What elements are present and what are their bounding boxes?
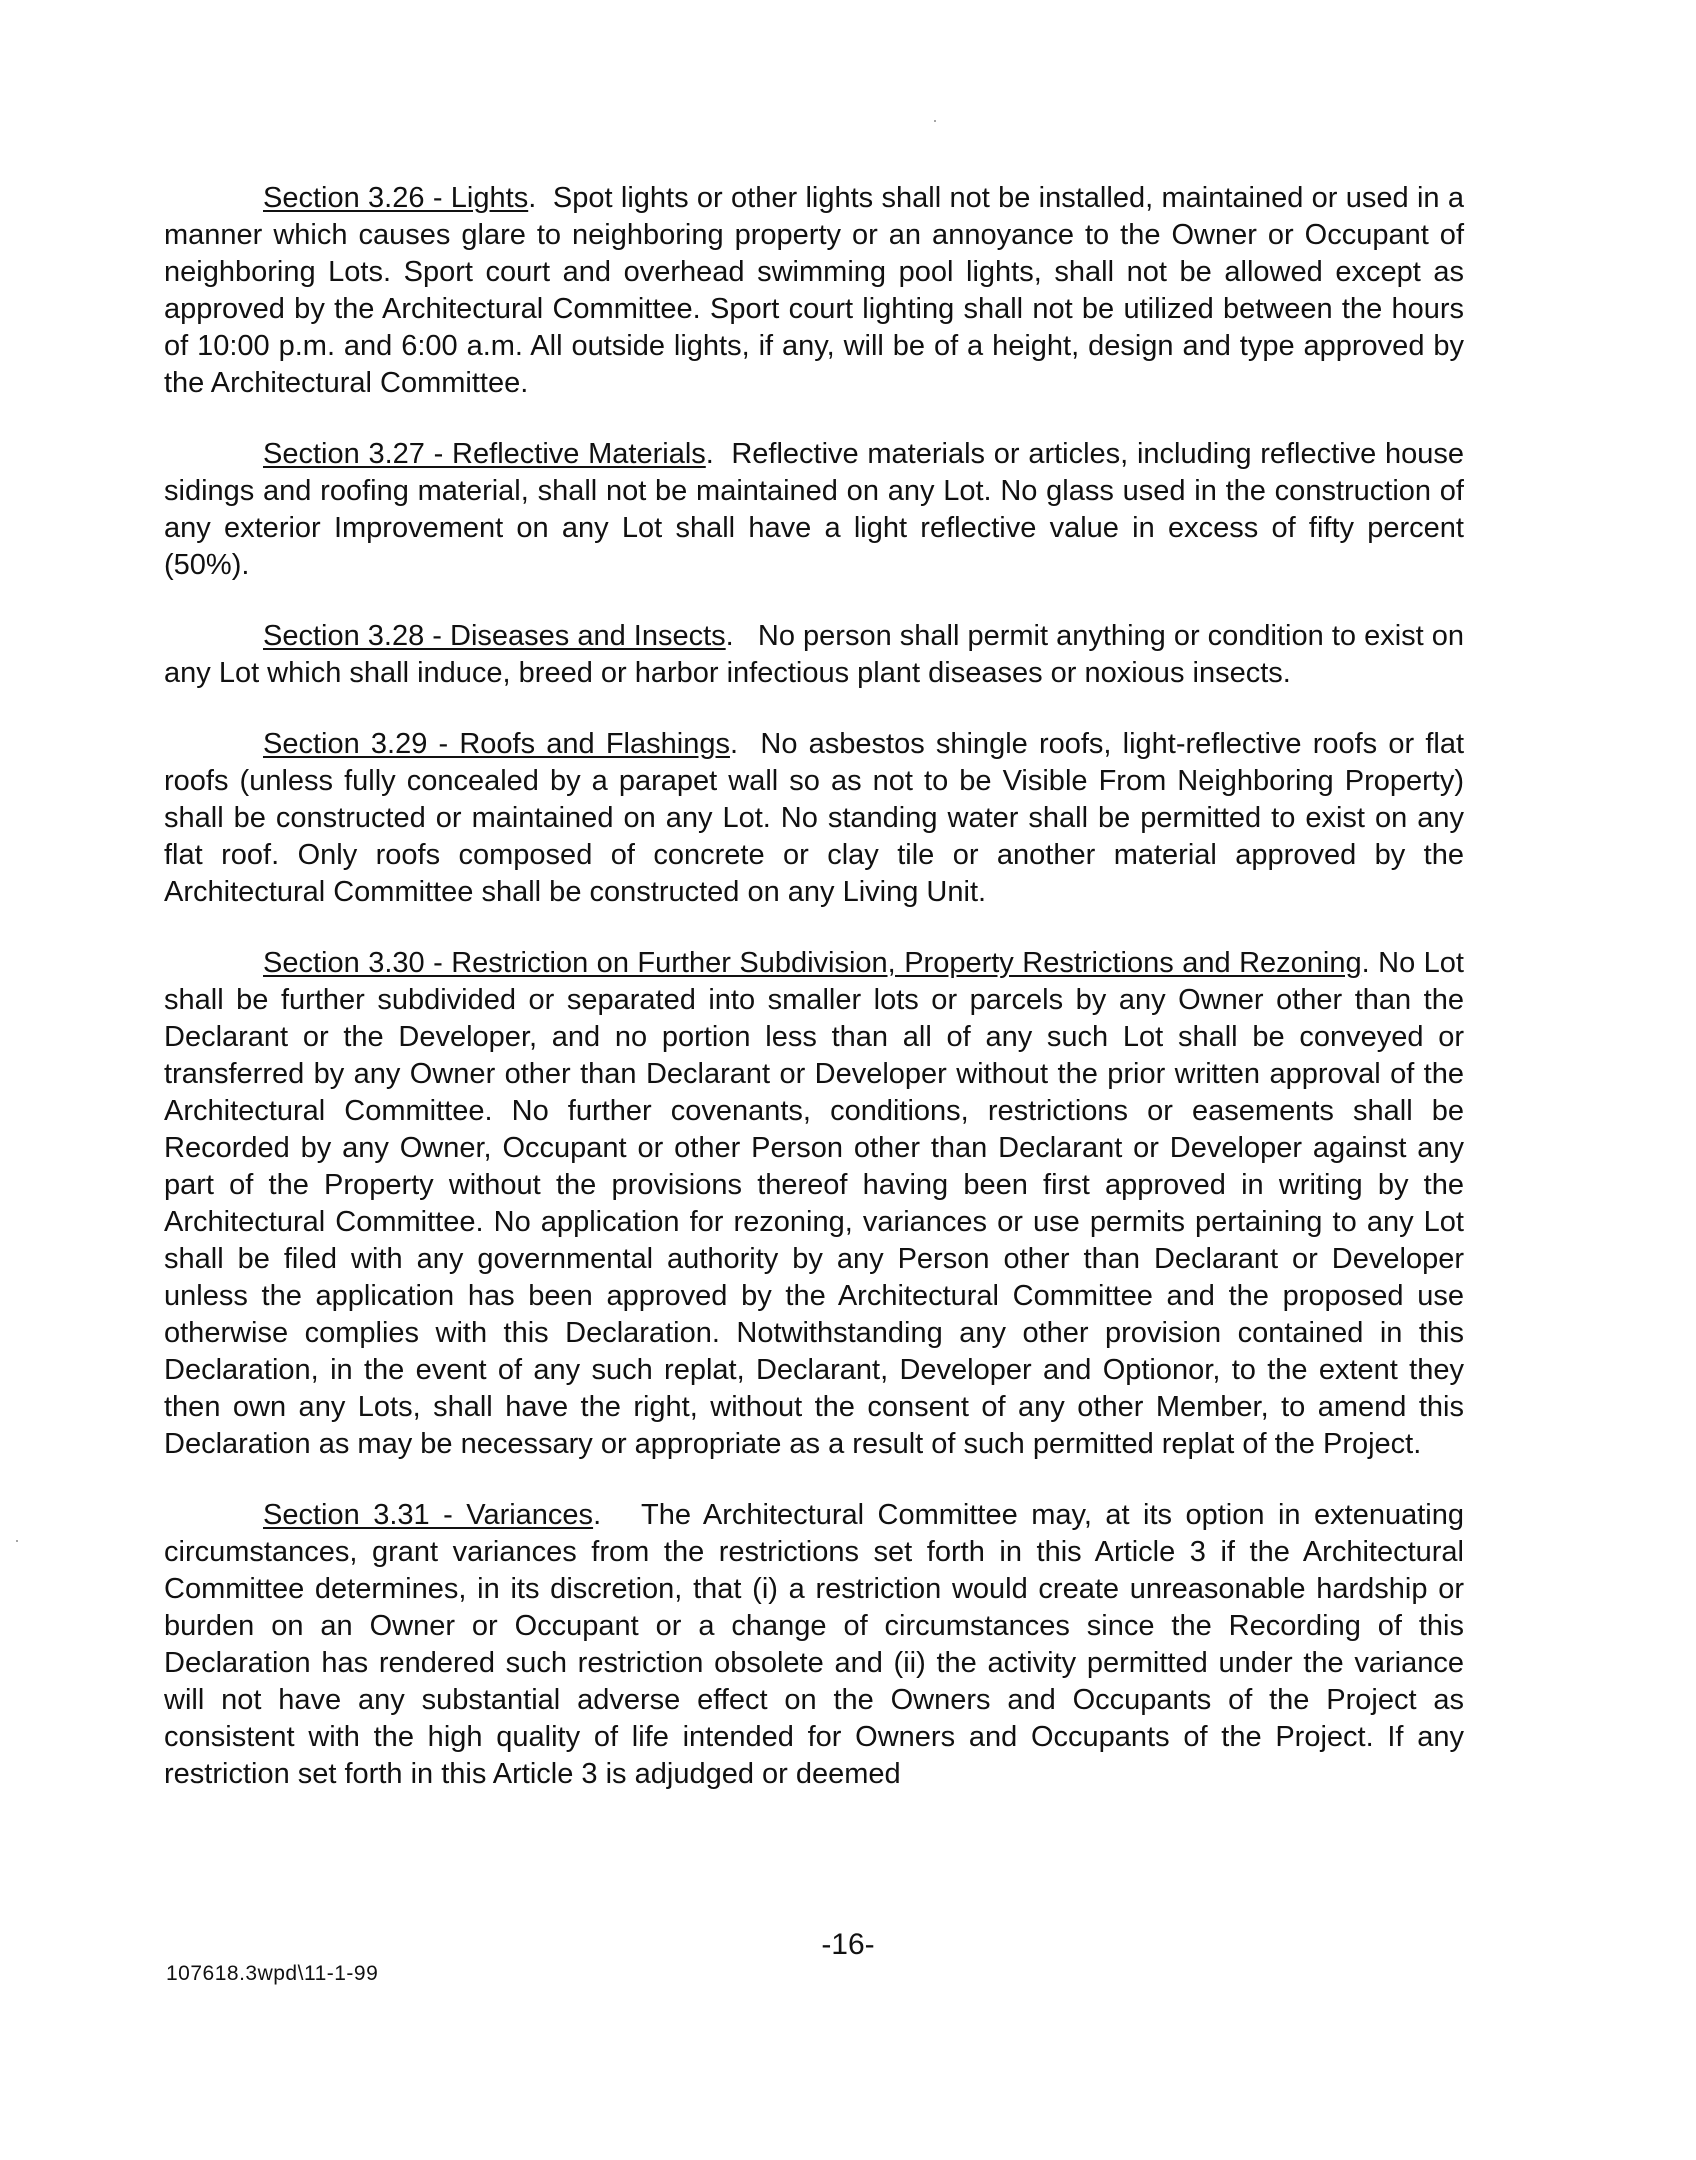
section-text: No Lot shall be further subdivided or separated into smaller lots or parcels by any Owner other than the Declarant or the Developer, and no portion less than all of any such Lot shall be conveyed or transferred by any Owner other than Declarant or Developer without the prior written approval of the Architectural Committee. No further covenants, conditions, restrictions or easements shall be Recorded by any Owner, Occupant or other Person other than Declarant or Developer against any part of the Property without the provisions thereof having been first approved in writing by the Architectural Committee. No application for rezoning, variances or use permits pertaining to any Lot shall be filed with any governmental authority by any Person other than Declarant or Developer unless the application has been approved by the Architectural Committee and the proposed use otherwise complies with this Declaration. Notwithstanding any other provision contained in this Declaration, in the event of any such replat, Declarant, Developer and Optionor, to the extent they then own any Lots, shall have the right, without the consent of any other Member, to amend this Declaration as may be necessary or appropriate as a result of such permitted replat of the Project. bbox=[164, 947, 1464, 1460]
section-heading: Section 3.27 - Reflective Materials bbox=[263, 438, 706, 470]
document-reference: 107618.3wpd\11-1-99 bbox=[166, 1962, 379, 1985]
section-text: Spot lights or other lights shall not be installed, maintained or used in a manner which causes glare to neighboring property or an annoyance to the Owner or Occupant of neighboring Lots. Sport court and overhead swimming pool lights, shall not be allowed except as approved by the Architectural Committee. Sport court lighting shall not be utilized between the hours of 10:00 p.m. and 6:00 a.m. All outside lights, if any, will be of a height, design and type approved by the Architectural Committee. bbox=[164, 182, 1465, 399]
section-text: The Architectural Committee may, at its option in extenuating circumstances, grant variances from the restrictions set forth in this Article 3 if the Architectural Committee determines, in its discretion, that (i) a restriction would create unreasonable hardship or burden on an Owner or Occupant or a change of circumstances since the Recording of this Declaration has rendered such restriction obsolete and (ii) the activity permitted under the variance will not have any substantial adverse effect on the Owners and Occupants of the Project as consistent with the high quality of life intended for Owners and Occupants of the Project. If any restriction set forth in this Article 3 is adjudged or deemed bbox=[164, 1499, 1464, 1790]
section-text: No asbestos shingle roofs, light-reflective roofs or flat roofs (unless fully concealed by a parapet wall so as not to be Visible From Neighboring Property) shall be constructed or maintained on any Lot. No standing water shall be permitted to exist on any flat roof. Only roofs composed of concrete or clay tile or another material approved by the Architectural Committee shall be constructed on any Living Unit. bbox=[164, 728, 1465, 908]
section-3-26: Section 3.26 - Lights. Spot lights or other lights shall not be installed, maintained or used in a manner which causes glare to neighboring property or an annoyance to the Owner or Occupant of neighboring Lots. Sport court and overhead swimming pool lights, shall not be allowed except as approved by the Architectural Committee. Sport court lighting shall not be utilized between the hours of 10:00 p.m. and 6:00 a.m. All outside lights, if any, will be of a height, design and type approved by the Architectural Committee. bbox=[164, 182, 1465, 399]
section-text: No person shall permit anything or condition to exist on any Lot which shall induce, breed or harbor infectious plant diseases or noxious insects. bbox=[164, 620, 1465, 689]
page-number: -16- bbox=[821, 1928, 875, 1961]
section-heading: Section 3.28 - Diseases and Insects bbox=[263, 620, 726, 652]
section-3-28: Section 3.28 - Diseases and Insects. No person shall permit anything or condition to exist on any Lot which shall induce, breed or harbor infectious plant diseases or noxious insects. bbox=[164, 620, 1465, 689]
section-3-29: Section 3.29 - Roofs and Flashings. No asbestos shingle roofs, light-reflective roofs or flat roofs (unless fully concealed by a parapet wall so as not to be Visible From Neighboring Property) shall be constructed or maintained on any Lot. No standing water shall be permitted to exist on any flat roof. Only roofs composed of concrete or clay tile or another material approved by the Architectural Committee shall be constructed on any Living Unit. bbox=[164, 728, 1465, 908]
scan-speck bbox=[934, 120, 936, 122]
section-heading: Section 3.30 - Restriction on Further Subdivision, Property Restrictions and Rezoning bbox=[263, 947, 1362, 979]
section-heading: Section 3.31 - Variances bbox=[263, 1499, 594, 1531]
section-heading: Section 3.26 - Lights bbox=[263, 182, 529, 214]
scan-speck bbox=[16, 1540, 18, 1542]
section-3-30: Section 3.30 - Restriction on Further Subdivision, Property Restrictions and Rezoning. No Lot shall be further subdivided or separated into smaller lots or parcels by any Owner other than the Declarant or the Developer, and no portion less than all of any such Lot shall be conveyed or transferred by any Owner other than Declarant or Developer without the prior written approval of the Architectural Committee. No further covenants, conditions, restrictions or easements shall be Recorded by any Owner, Occupant or other Person other than Declarant or Developer against any part of the Property without the provisions thereof having been first approved in writing by the Architectural Committee. No application for rezoning, variances or use permits pertaining to any Lot shall be filed with any governmental authority by any Person other than Declarant or Developer unless the application has been approved by the Architectural Committee and the proposed use otherwise complies with this Declaration. Notwithstanding any other provision contained in this Declaration, in the event of any such replat, Declarant, Developer and Optionor, to the extent they then own any Lots, shall have the right, without the consent of any other Member, to amend this Declaration as may be necessary or appropriate as a result of such permitted replat of the Project. bbox=[164, 947, 1464, 1460]
section-3-31: Section 3.31 - Variances. The Architectural Committee may, at its option in extenuating circumstances, grant variances from the restrictions set forth in this Article 3 if the Architectural Committee determines, in its discretion, that (i) a restriction would create unreasonable hardship or burden on an Owner or Occupant or a change of circumstances since the Recording of this Declaration has rendered such restriction obsolete and (ii) the activity permitted under the variance will not have any substantial adverse effect on the Owners and Occupants of the Project as consistent with the high quality of life intended for Owners and Occupants of the Project. If any restriction set forth in this Article 3 is adjudged or deemed bbox=[164, 1499, 1464, 1790]
section-3-27: Section 3.27 - Reflective Materials. Reflective materials or articles, including reflective house sidings and roofing material, shall not be maintained on any Lot. No glass used in the construction of any exterior Improvement on any Lot shall have a light reflective value in excess of fifty percent (50%). bbox=[164, 438, 1464, 581]
document-body bbox=[164, 180, 1464, 1827]
section-heading: Section 3.29 - Roofs and Flashings bbox=[263, 728, 730, 760]
section-text: Reflective materials or articles, including reflective house sidings and roofing material, shall not be maintained on any Lot. No glass used in the construction of any exterior Improvement on any Lot shall have a light reflective value in excess of fifty percent (50%). bbox=[164, 438, 1464, 581]
